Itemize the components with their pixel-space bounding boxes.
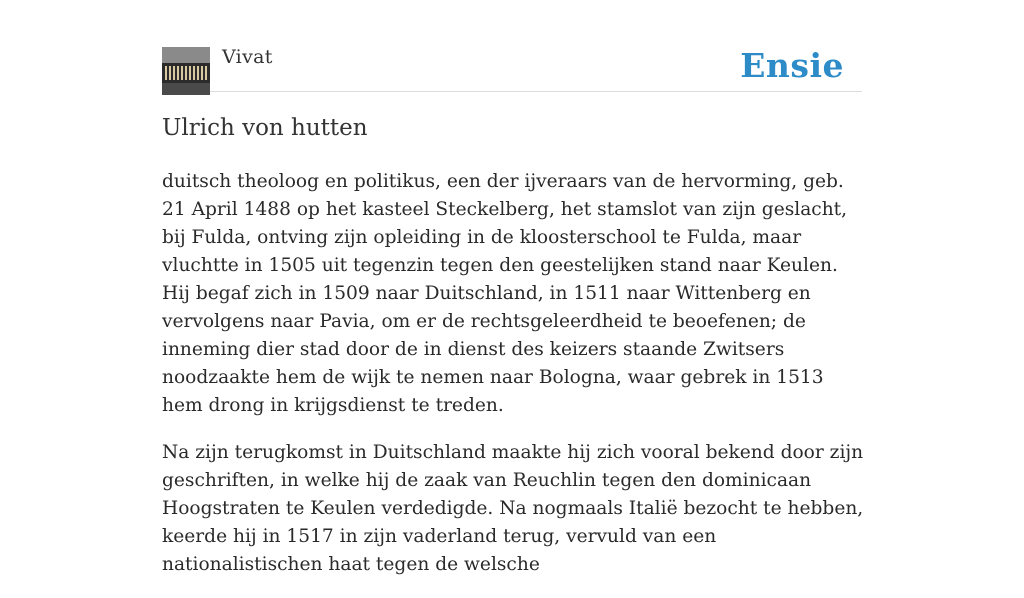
library-shelves-icon <box>162 47 210 95</box>
article-paragraph: Na zijn terugkomst in Duitschland maakte hij zich vooral bekend door zijn geschriften, in welke hij de zaak van Reuchlin tegen den dominicaan Hoogstraten te Keulen verdedigde. Na nogmaals Italië bezocht te hebben, keerde hij in 1517 in zijn vaderland terug, vervuld van een nationalistischen haat tegen de welsche <box>162 442 864 575</box>
article-page <box>162 0 864 575</box>
brand-logo[interactable]: Ensie <box>740 46 844 85</box>
article-body <box>162 168 866 598</box>
article-header <box>162 0 862 92</box>
article-title: Ulrich von hutten <box>162 115 368 141</box>
article-paragraph: duitsch theoloog en politikus, een der ijveraars van de hervorming, geb. 21 April 1488 op het kasteel Steckelberg, het stamslot van zijn geslacht, bij Fulda, ontving zijn opleiding in de kloosterschool te Fulda, maar vluchtte in 1505 uit tegenzin tegen den geestelijken stand naar Keulen. Hij begaf zich in 1509 naar Duitschland, in 1511 naar Wittenberg en vervolgens naar Pavia, om er de rechtsgeleerdheid te beoefenen; de inneming dier stad door de in dienst des keizers staande Zwitsers noodzaakte hem de wijk te nemen naar Bologna, waar gebrek in 1513 hem drong in krijgsdienst te treden. <box>162 171 848 416</box>
author-name[interactable]: Vivat <box>222 46 273 68</box>
avatar[interactable] <box>162 47 210 95</box>
